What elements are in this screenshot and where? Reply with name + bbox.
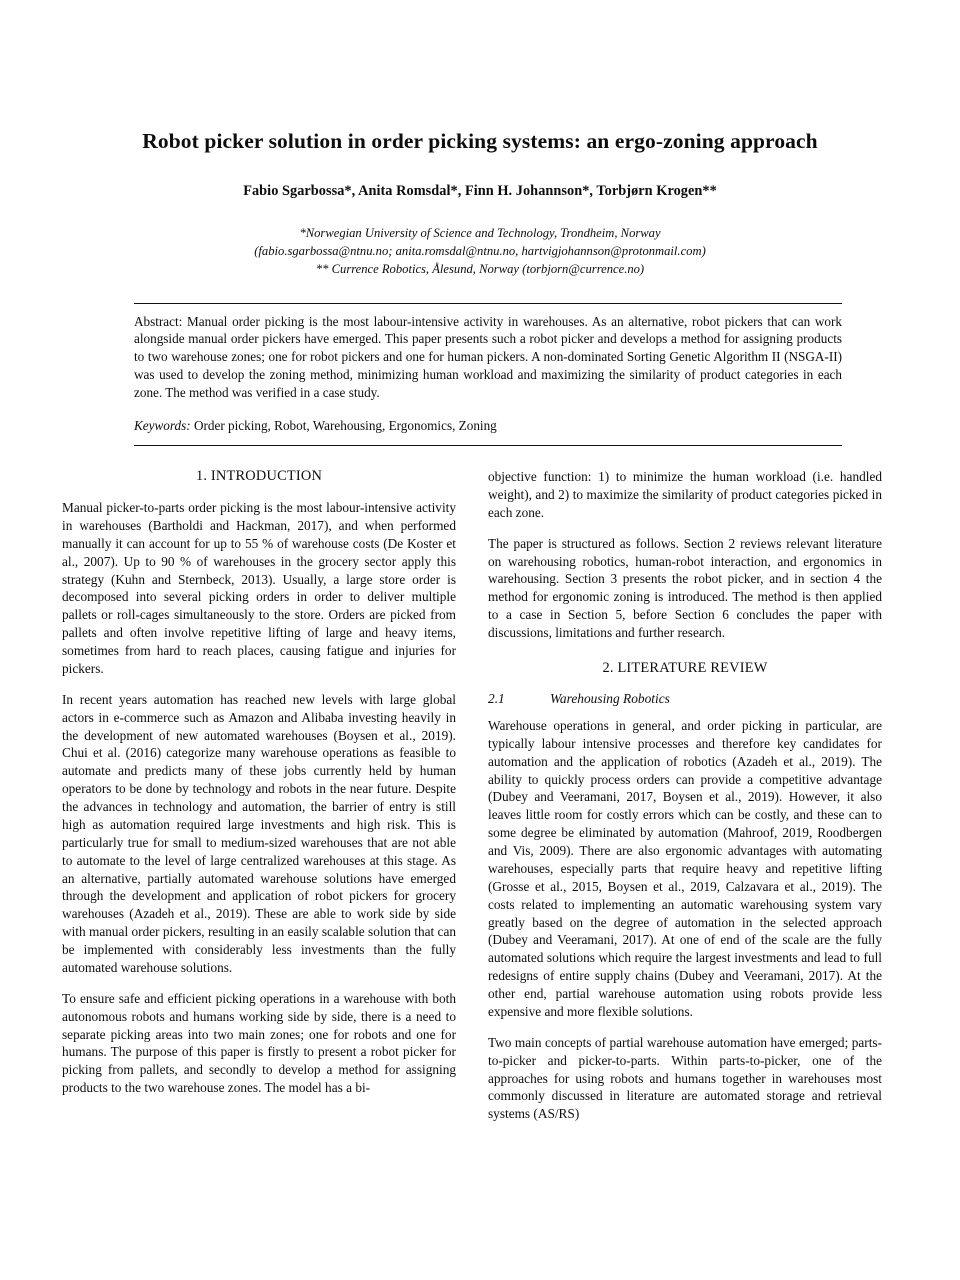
right-column (488, 468, 882, 1123)
subsection-heading-warehousing-robotics (488, 691, 882, 707)
affiliation-line-1: *Norwegian University of Science and Technology, Trondheim, Norway (299, 225, 661, 240)
section-heading-introduction: 1. INTRODUCTION (195, 468, 323, 484)
page-title: Robot picker solution in order picking systems: an ergo-zoning approach (142, 129, 818, 153)
left-column (62, 468, 456, 1097)
affiliation-block (62, 225, 898, 279)
abstract-text: Abstract: Manual order picking is the most labour-intensive activity in warehouses. As an alternative, robot pickers that can work alongside manual order pickers have emerged. This paper presents such a robot picker and develops a method for assigning products to two warehouse zones; one for robot pickers and one for human pickers. A non-dominated Sorting Genetic Algorithm II (NSGA-II) was used to develop the zoning method, minimizing human workload and maximizing the similarity of product categories in each zone. The method was verified in a case study. (134, 313, 842, 400)
paragraph: To ensure safe and efficient picking operations in a warehouse with both autonomous robots and humans working side by side, there is a need to separate picking areas into two main zones; one for robots and one for humans. The purpose of this paper is firstly to present a robot picker for picking from pallets, and secondly to develop a method for assigning products to the two warehouse zones. The model has a bi- (62, 990, 456, 1096)
subsection-number: 2.1 (488, 690, 505, 706)
paragraph: Manual picker-to-parts order picking is the most labour-intensive activity in warehouses (Bartholdi and Hackman, 2017), and when performed manually it can account for up to 55 % of warehouse costs (De Koster et al., 2007). Up to 90 % of warehouses in the grocery sector apply this strategy (Kuhn and Sternbeck, 2013). Usually, a large store order is decomposed into several picking orders in order to deliver multiple pallets or roll-cages simultaneously to the store. Orders are picked from pallets and often involve repetitive lifting of large and heavy items, sometimes from hard to reach places, causing fatigue and injuries for pickers. (62, 500, 456, 676)
body-columns (62, 468, 898, 1123)
title-block (0, 0, 960, 279)
author-list: Fabio Sgarbossa*, Anita Romsdal*, Finn H. Johannson*, Torbjørn Krogen** (243, 182, 717, 199)
abstract-box (134, 303, 842, 447)
paragraph: In recent years automation has reached new levels with large global actors in e-commerce such as Amazon and Alibaba investing heavily in the development of new automated warehouses (Boysen et al., 2019). Chui et al. (2016) categorize many warehouse operations as feasible to automate and predicts many of these jobs currently held by human operators to be done by technology and robots in the near future. Despite the advances in technology and automation, the barrier of entry is still high as automation required large investments and high risk. This is particularly true for small to medium-sized warehouses that are not able to automate to the level of large centralized warehouses at this stage. As an alternative, partially automated warehouse solutions have emerged through the development and application of robot pickers for grocery warehouses (Azadeh et al., 2019). These are able to work side by side with manual order pickers, resulting in an easily scalable solution that can be implemented with considerably less investments than the fully automated warehouse solutions. (62, 691, 456, 975)
keywords-text: Order picking, Robot, Warehousing, Ergonomics, Zoning (190, 418, 497, 434)
affiliation-line-2: (fabio.sgarbossa@ntnu.no; anita.romsdal@ntnu.no, hartvigjohannson@protonmail.com) (254, 243, 706, 258)
subsection-title: Warehousing Robotics (550, 690, 670, 706)
paragraph: The paper is structured as follows. Section 2 reviews relevant literature on warehousing robotics, human-robot interaction, and ergonomics in warehousing. Section 3 presents the robot picker, and in section 4 the method for ergonomic zoning is introduced. The method is then applied to a case in Section 5, before Section 6 concludes the paper with discussions, limitations and further research. (488, 535, 882, 640)
keywords-label: Keywords: (134, 418, 191, 434)
paragraph: Warehouse operations in general, and order picking in particular, are typically labour intensive processes and therefore key candidates for automation and the application of robotics (Azadeh et al., 2019). The ability to quickly process orders can provide a competitive advantage (Dubey and Veeramani, 2017, Boysen et al., 2019). However, it also leaves little room for costly errors which can be costly, and these can to some degree be eliminated by automation (Mahroof, 2019, Roodbergen and Vis, 2009). There are also ergonomic advantages with automating warehouses, especially parts that require heavy and repetitive lifting (Grosse et al., 2015, Boysen et al., 2019, Calzavara et al., 2019). The costs related to implementing an automatic warehousing system vary greatly based on the degree of automation in the selected approach (Dubey and Veeramani, 2017). At one of end of the scale are the fully automated solutions which require the largest investments and lead to full redesigns of entire supply chains (Dubey and Veeramani, 2017). At the other end, partial warehouse automation using robots provide less expensive and more flexible solutions. (488, 717, 882, 1019)
paragraph: Two main concepts of partial warehouse automation have emerged; parts-to-picker and picker-to-parts. Within parts-to-picker, one of the approaches for using robots and humans together in warehouses most commonly discussed in literature are automated storage and retrieval systems (AS/RS) (488, 1034, 882, 1122)
affiliation-line-3: ** Currence Robotics, Ålesund, Norway (torbjorn@currence.no) (315, 261, 645, 276)
section-heading-literature-review: 2. LITERATURE REVIEW (602, 659, 768, 676)
paragraph: objective function: 1) to minimize the human workload (i.e. handled weight), and 2) to maximize the similarity of product categories picked in each zone. (488, 469, 882, 520)
keywords-line (134, 417, 842, 435)
